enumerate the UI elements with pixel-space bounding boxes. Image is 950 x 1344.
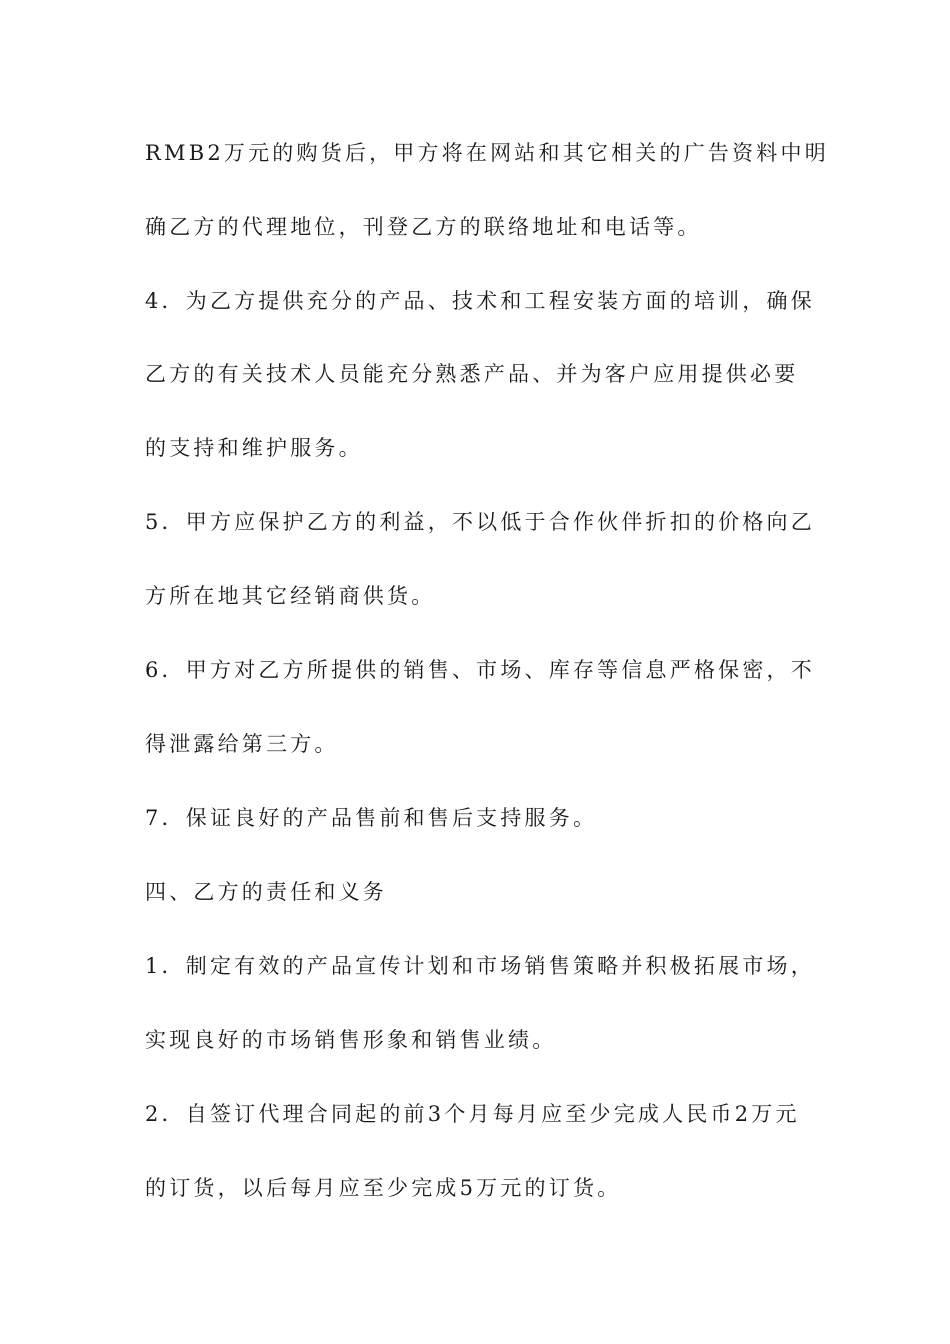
paragraph-line: 实现良好的市场销售形象和销售业绩。 bbox=[145, 1028, 557, 1052]
paragraph-line: 1．制定有效的产品宣传计划和市场销售策略并积极拓展市场， bbox=[145, 954, 815, 978]
paragraph-line: 确乙方的代理地位，刊登乙方的联络地址和电话等。 bbox=[145, 215, 702, 239]
paragraph-line: 7．保证良好的产品售前和售后支持服务。 bbox=[145, 806, 598, 830]
paragraph-line: 乙方的有关技术人员能充分熟悉产品、并为客户应用提供必要 bbox=[145, 362, 799, 386]
paragraph-line: 5．甲方应保护乙方的利益，不以低于合作伙伴折扣的价格向乙 bbox=[145, 510, 815, 534]
paragraph-line: 的支持和维护服务。 bbox=[145, 436, 363, 460]
paragraph-line: RMB2万元的购货后，甲方将在网站和其它相关的广告资料中明 bbox=[145, 141, 829, 165]
paragraph-line: 2．自签订代理合同起的前3个月每月应至少完成人民币2万元 bbox=[145, 1102, 800, 1126]
paragraph-line: 的订货，以后每月应至少完成5万元的订货。 bbox=[145, 1176, 622, 1200]
paragraph-line: 6．甲方对乙方所提供的销售、市场、库存等信息严格保密，不 bbox=[145, 658, 815, 682]
section-heading: 四、乙方的责任和义务 bbox=[145, 880, 387, 904]
paragraph-line: 方所在地其它经销商供货。 bbox=[145, 584, 436, 608]
paragraph-line: 得泄露给第三方。 bbox=[145, 732, 339, 756]
paragraph-line: 4．为乙方提供充分的产品、技术和工程安装方面的培训，确保 bbox=[145, 289, 815, 313]
